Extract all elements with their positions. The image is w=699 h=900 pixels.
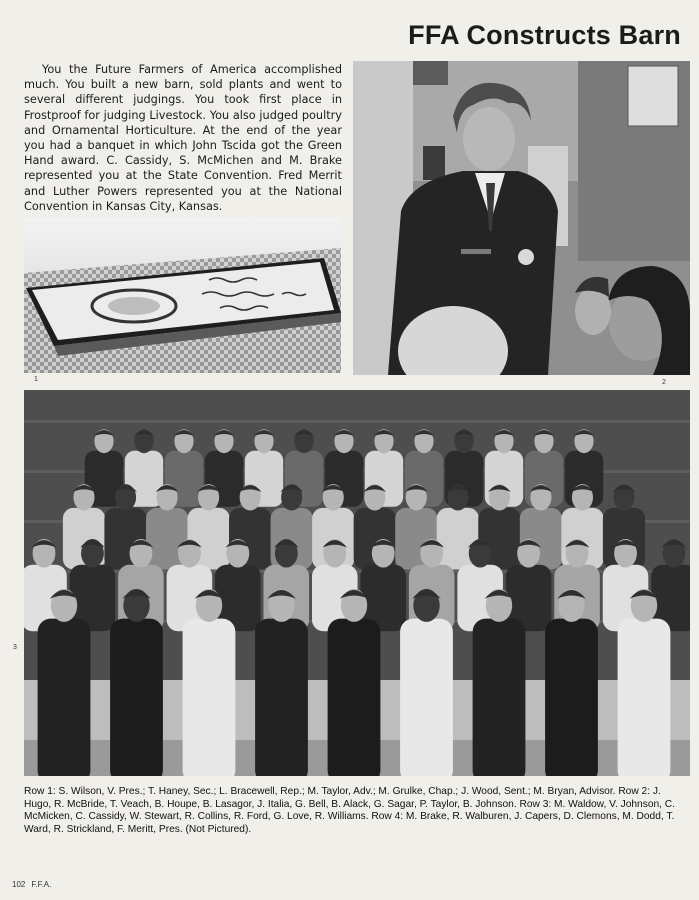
group-photo-caption: Row 1: S. Wilson, V. Pres.; T. Haney, Sec.; L. Bracewell, Rep.; M. Taylor, Adv.; M. Grulke, Chap.; J. Wood, Sent.; M. Bryan, Advisor. Row 2: J. Hugo, R. McBride, T. Veach, B. Houpe, B. Lasagor, J. Italia, G. Bell, B. Alack, G. Sagar, P. Taylor, B. Johnson. Row 3: M. Waldow, V. Johnson, C. McMicken, C. Cassidy, W. Stewart, R. Collins, R. Ford, G. Love, R. Williams. Row 4: M. Brake, R. Walburen, J. Capers, D. Clemons, M. Dodd, T. Ward, R. Strickland, F. Meritt, Pres. (Not Pictured).: [24, 786, 675, 835]
page-title: FFA Constructs Barn: [408, 20, 681, 50]
photo-number-1: 1: [34, 376, 38, 383]
section-name: F.F.A.: [31, 880, 52, 889]
photo-number-3: 3: [13, 644, 17, 651]
cake-photo: [24, 218, 341, 373]
photo-number-2: 2: [662, 379, 666, 386]
intro-paragraph: You the Future Farmers of America accomplished much. You built a new barn, sold plants and went to several different judgings. You took first place in Frostproof for judging Livestock. You also judged poultry and Ornamental Horticulture. At the end of the year you had a banquet in which John Tscida got the Green Hand award. C. Cassidy, S. McMichen and M. Brake represented you at the State Convention. Fred Merrit and Luther Powers represented you at the National Convention in Kansas City, Kansas.: [24, 63, 342, 213]
page-folio: [12, 880, 51, 889]
student-photo: [353, 61, 690, 375]
page-number: 102: [12, 880, 26, 889]
group-photo: [24, 390, 690, 776]
